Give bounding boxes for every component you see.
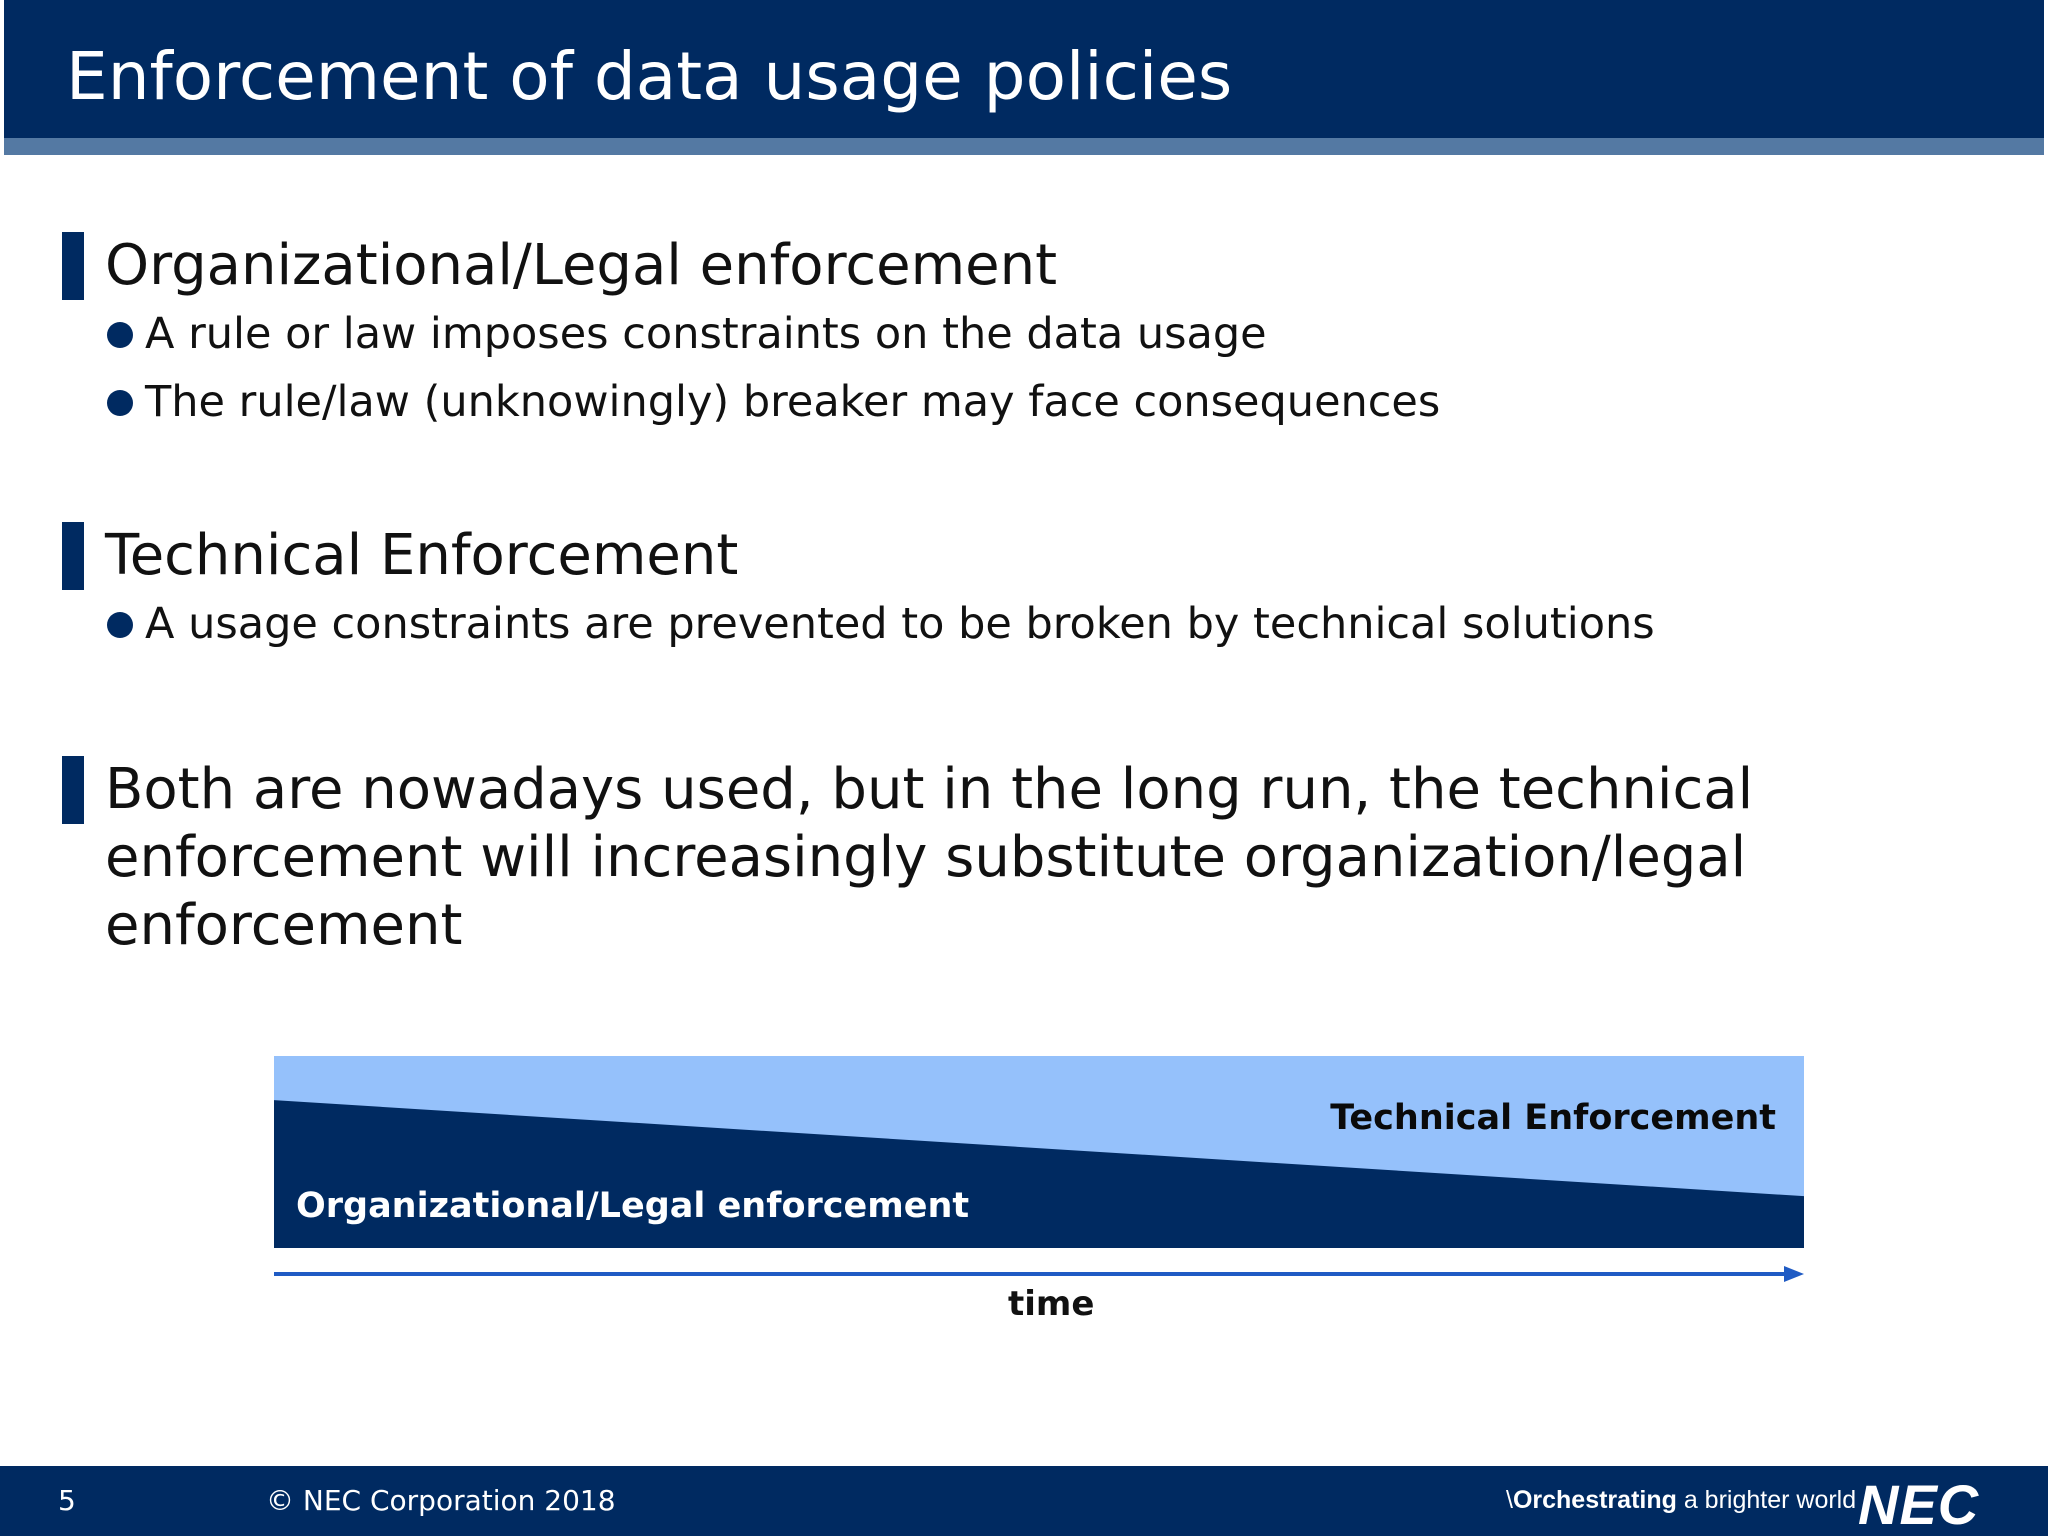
organizational-enforcement-label: Organizational/Legal enforcement (296, 1186, 970, 1226)
brand-tagline (1506, 1486, 1856, 1515)
technical-enforcement-label: Technical Enforcement (1330, 1098, 1776, 1138)
conclusion-heading (62, 756, 1825, 960)
arrow-right-icon (1784, 1266, 1804, 1282)
section-heading (62, 522, 1655, 590)
bullet-dot-icon (107, 612, 133, 638)
enforcement-diagram (274, 1056, 1804, 1248)
bullet-item (62, 300, 1440, 368)
bullet-list (62, 300, 1440, 436)
heading-text: Organizational/Legal enforcement (105, 233, 1058, 298)
bullet-item (62, 368, 1440, 436)
section-technical (62, 522, 1655, 658)
nec-logo: NEC (1858, 1473, 1980, 1536)
title-accent-stripe (4, 138, 2044, 155)
time-axis-label: time (1008, 1284, 1095, 1324)
tagline-prefix: Orchestrating (1512, 1486, 1677, 1514)
footer-bar (0, 1466, 2048, 1536)
tagline-slash-icon: \ (1506, 1486, 1513, 1514)
section-organizational (62, 232, 1440, 436)
heading-text: Technical Enforcement (105, 523, 739, 588)
bullet-text: A usage constraints are prevented to be broken by technical solutions (145, 599, 1655, 649)
bullet-item (62, 590, 1655, 658)
bullet-text: The rule/law (unknowingly) breaker may face consequences (145, 377, 1441, 427)
heading-text: Both are nowadays used, but in the long run, the technical enforcement will increasingly substitute organization/legal enforcement (105, 757, 1754, 958)
bullet-dot-icon (107, 322, 133, 348)
bullet-dot-icon (107, 390, 133, 416)
page-number: 5 (58, 1484, 76, 1517)
slide-title: Enforcement of data usage policies (66, 38, 1233, 115)
section-conclusion (62, 756, 1825, 960)
heading-marker (62, 756, 84, 824)
time-axis-arrow (274, 1266, 1804, 1282)
heading-marker (62, 522, 84, 590)
tagline-suffix: a brighter world (1676, 1486, 1857, 1514)
copyright-text: © NEC Corporation 2018 (266, 1484, 616, 1517)
bullet-text: A rule or law imposes constraints on the data usage (145, 309, 1267, 359)
section-heading (62, 232, 1440, 300)
bullet-list (62, 590, 1655, 658)
heading-marker (62, 232, 84, 300)
